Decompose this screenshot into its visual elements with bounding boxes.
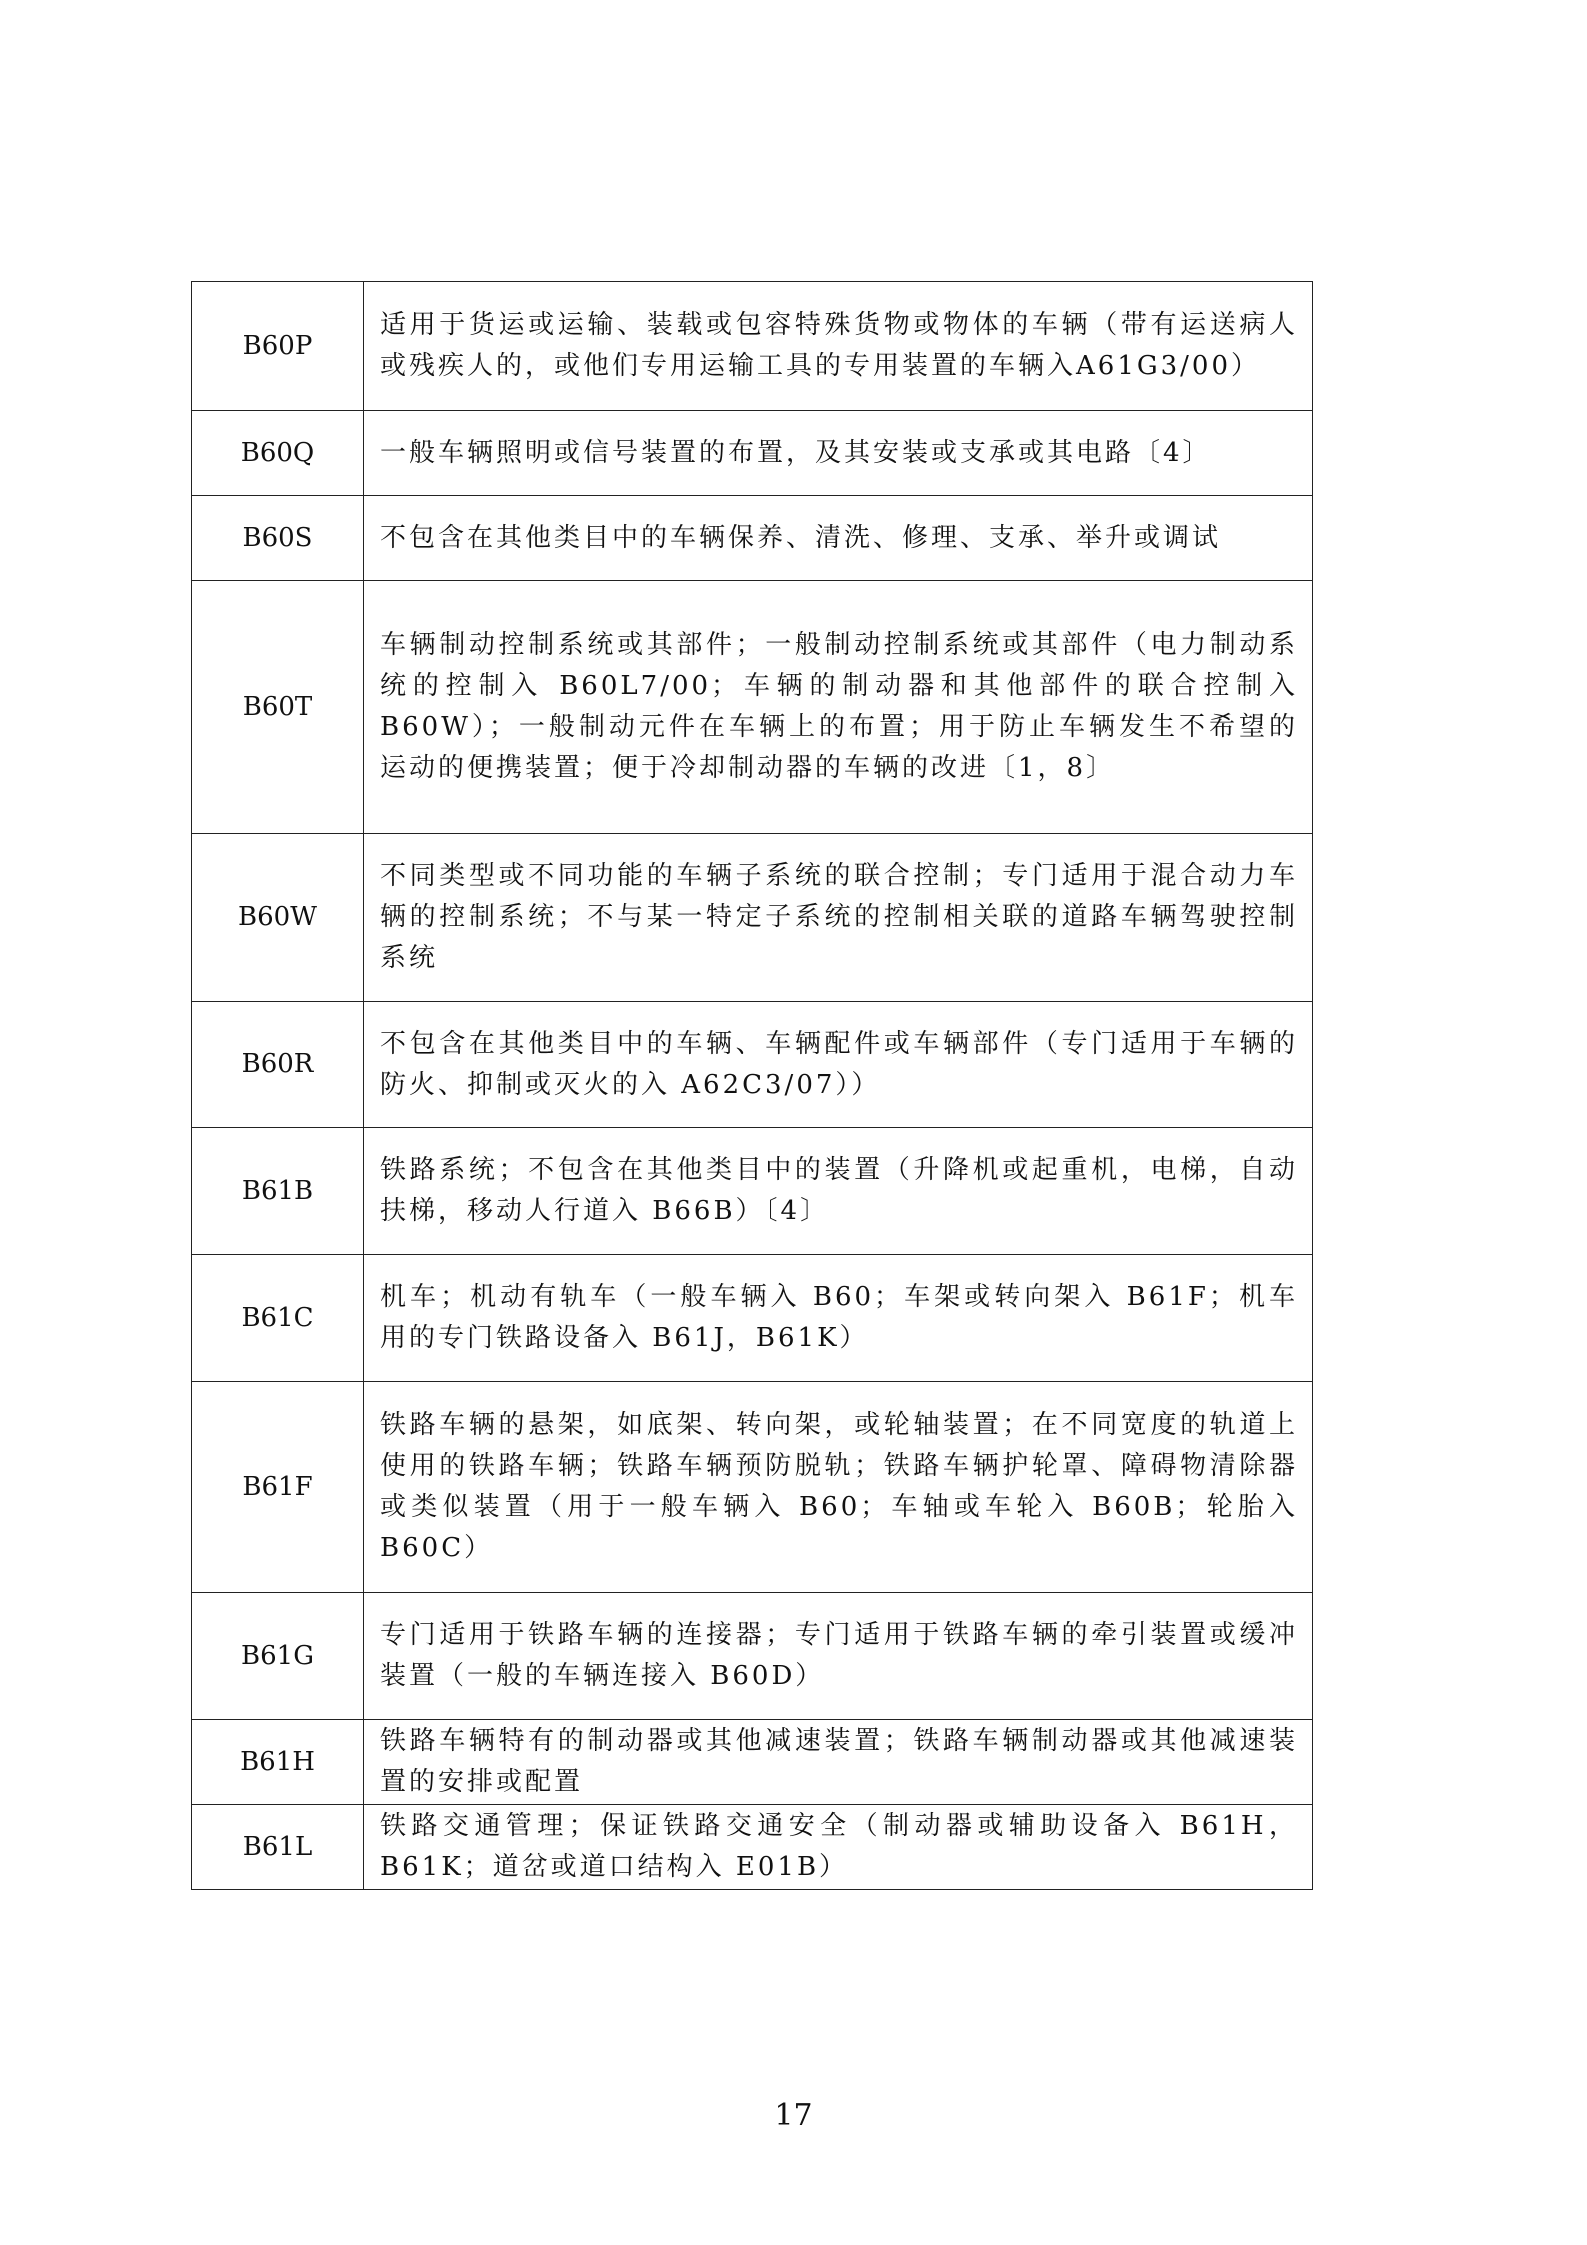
class-description: 不包含在其他类目中的车辆、车辆配件或车辆部件（专门适用于车辆的防火、抑制或灭火的入 A62C3/07）） xyxy=(364,1002,1313,1128)
class-code: B60Q xyxy=(192,411,364,496)
class-code: B61F xyxy=(192,1382,364,1593)
class-description: 不同类型或不同功能的车辆子系统的联合控制；专门适用于混合动力车辆的控制系统；不与某一特定子系统的控制相关联的道路车辆驾驶控制系统 xyxy=(364,834,1313,1002)
table-row xyxy=(192,581,1313,834)
table-row xyxy=(192,1382,1313,1593)
table-row xyxy=(192,1128,1313,1255)
table-row xyxy=(192,834,1313,1002)
class-description: 适用于货运或运输、装载或包容特殊货物或物体的车辆（带有运送病人或残疾人的，或他们专用运输工具的专用装置的车辆入A61G3/00） xyxy=(364,282,1313,411)
table-row xyxy=(192,1720,1313,1805)
class-description: 铁路交通管理；保证铁路交通安全（制动器或辅助设备入 B61H，B61K；道岔或道口结构入 E01B） xyxy=(364,1805,1313,1890)
table-row xyxy=(192,496,1313,581)
class-description: 一般车辆照明或信号装置的布置，及其安装或支承或其电路〔4〕 xyxy=(364,411,1313,496)
table-row xyxy=(192,1002,1313,1128)
class-description: 不包含在其他类目中的车辆保养、清洗、修理、支承、举升或调试 xyxy=(364,496,1313,581)
classification-table xyxy=(191,281,1313,1890)
table-row xyxy=(192,1255,1313,1382)
class-code: B60R xyxy=(192,1002,364,1128)
table-row xyxy=(192,411,1313,496)
class-description: 机车；机动有轨车（一般车辆入 B60；车架或转向架入 B61F；机车用的专门铁路设备入 B61J，B61K） xyxy=(364,1255,1313,1382)
page-number: 17 xyxy=(774,2098,813,2133)
class-description: 车辆制动控制系统或其部件；一般制动控制系统或其部件（电力制动系统的控制入 B60L7/00；车辆的制动器和其他部件的联合控制入 B60W）；一般制动元件在车辆上的布置；用于防止车辆发生不希望的运动的便携装置；便于冷却制动器的车辆的改进〔1，8〕 xyxy=(364,581,1313,834)
table-row xyxy=(192,282,1313,411)
class-code: B61L xyxy=(192,1805,364,1890)
class-code: B61G xyxy=(192,1593,364,1720)
class-description: 专门适用于铁路车辆的连接器；专门适用于铁路车辆的牵引装置或缓冲装置（一般的车辆连接入 B60D） xyxy=(364,1593,1313,1720)
class-code: B61B xyxy=(192,1128,364,1255)
class-description: 铁路系统；不包含在其他类目中的装置（升降机或起重机，电梯，自动扶梯，移动人行道入 B66B）〔4〕 xyxy=(364,1128,1313,1255)
class-code: B61C xyxy=(192,1255,364,1382)
class-description: 铁路车辆的悬架，如底架、转向架，或轮轴装置；在不同宽度的轨道上使用的铁路车辆；铁路车辆预防脱轨；铁路车辆护轮罩、障碍物清除器或类似装置（用于一般车辆入 B60；车轴或车轮入 B60B；轮胎入 B60C） xyxy=(364,1382,1313,1593)
class-code: B60W xyxy=(192,834,364,1002)
table-row xyxy=(192,1593,1313,1720)
class-code: B61H xyxy=(192,1720,364,1805)
class-description: 铁路车辆特有的制动器或其他减速装置；铁路车辆制动器或其他减速装置的安排或配置 xyxy=(364,1720,1313,1805)
class-code: B60P xyxy=(192,282,364,411)
class-code: B60S xyxy=(192,496,364,581)
table-row xyxy=(192,1805,1313,1890)
class-code: B60T xyxy=(192,581,364,834)
